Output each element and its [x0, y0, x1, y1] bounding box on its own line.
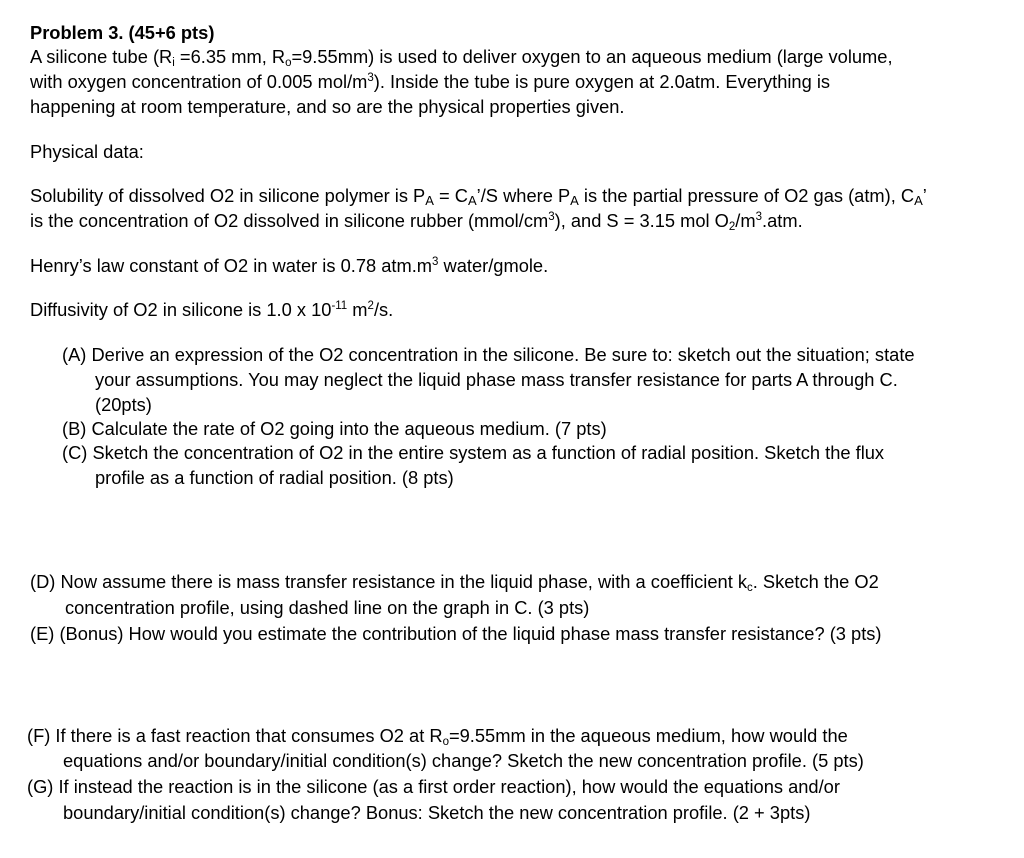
part-c-line-1: (C) Sketch the concentration of O2 in the entire system as a function of radial position. Sketch the flux: [62, 442, 885, 463]
problem-title: Problem 3. (45+6 pts): [30, 22, 215, 43]
part-g-line-1: (G) If instead the reaction is in the silicone (as a first order reaction), how would the equations and/or: [27, 776, 840, 797]
solubility-line-2: is the concentration of O2 dissolved in silicone rubber $(mmol/cm^3)$, and S = 3.15 mol $O_2/m^3.atm$.: [30, 210, 803, 233]
part-e: (E) (Bonus) How would you estimate the contribution of the liquid phase mass transfer resistance? (3 pts): [30, 623, 882, 644]
henry-constant: Henry’s law constant of O2 in water is 0.78 $atm.m^3$ water/gmole.: [30, 255, 549, 276]
physical-data-heading: Physical data:: [30, 141, 144, 162]
intro-line-2: with oxygen concentration of 0.005 mol/$m^3$). Inside the tube is pure oxygen at 2.0atm. Everything is: [30, 71, 831, 92]
part-c-line-2: profile as a function of radial position. (8 pts): [95, 467, 454, 488]
part-g-line-2: boundary/initial condition(s) change? Bonus: Sketch the new concentration profile. (2 + 3pts): [63, 802, 811, 823]
part-d-line-1: (D) Now assume there is mass transfer resistance in the liquid phase, with a coefficient $k_c$. Sketch the O2: [30, 571, 879, 594]
diffusivity: Diffusivity of O2 in silicone is 1.0 x $10^{-11}$ $m^2/s$.: [30, 299, 394, 320]
intro-line-1: A silicone tube ($R_i =6.35$ mm, $R_o=9.55mm$) is used to deliver oxygen to an aqueous medium (large volume,: [30, 46, 893, 69]
part-b: (B) Calculate the rate of O2 going into the aqueous medium. (7 pts): [62, 418, 607, 439]
part-d-line-2: concentration profile, using dashed line on the graph in C. (3 pts): [65, 597, 590, 618]
intro-line-3: happening at room temperature, and so are the physical properties given.: [30, 96, 625, 117]
solubility-line-1: Solubility of dissolved O2 in silicone polymer is $P_A$ = $C_A’/S$ where $P_A$ is the partial pressure of O2 gas (atm), $C_A$’: [30, 185, 927, 208]
part-a-line-1: (A) Derive an expression of the O2 concentration in the silicone. Be sure to: sketch out the situation; state: [62, 344, 915, 365]
part-f-line-1: (F) If there is a fast reaction that consumes O2 at $R_o=9.55mm$ in the aqueous medium, how would the: [27, 725, 848, 748]
part-a-line-3: (20pts): [95, 394, 152, 415]
part-f-line-2: equations and/or boundary/initial condition(s) change? Sketch the new concentration profile. (5 pts): [63, 750, 864, 771]
part-a-line-2: your assumptions. You may neglect the liquid phase mass transfer resistance for parts A through C.: [95, 369, 898, 390]
